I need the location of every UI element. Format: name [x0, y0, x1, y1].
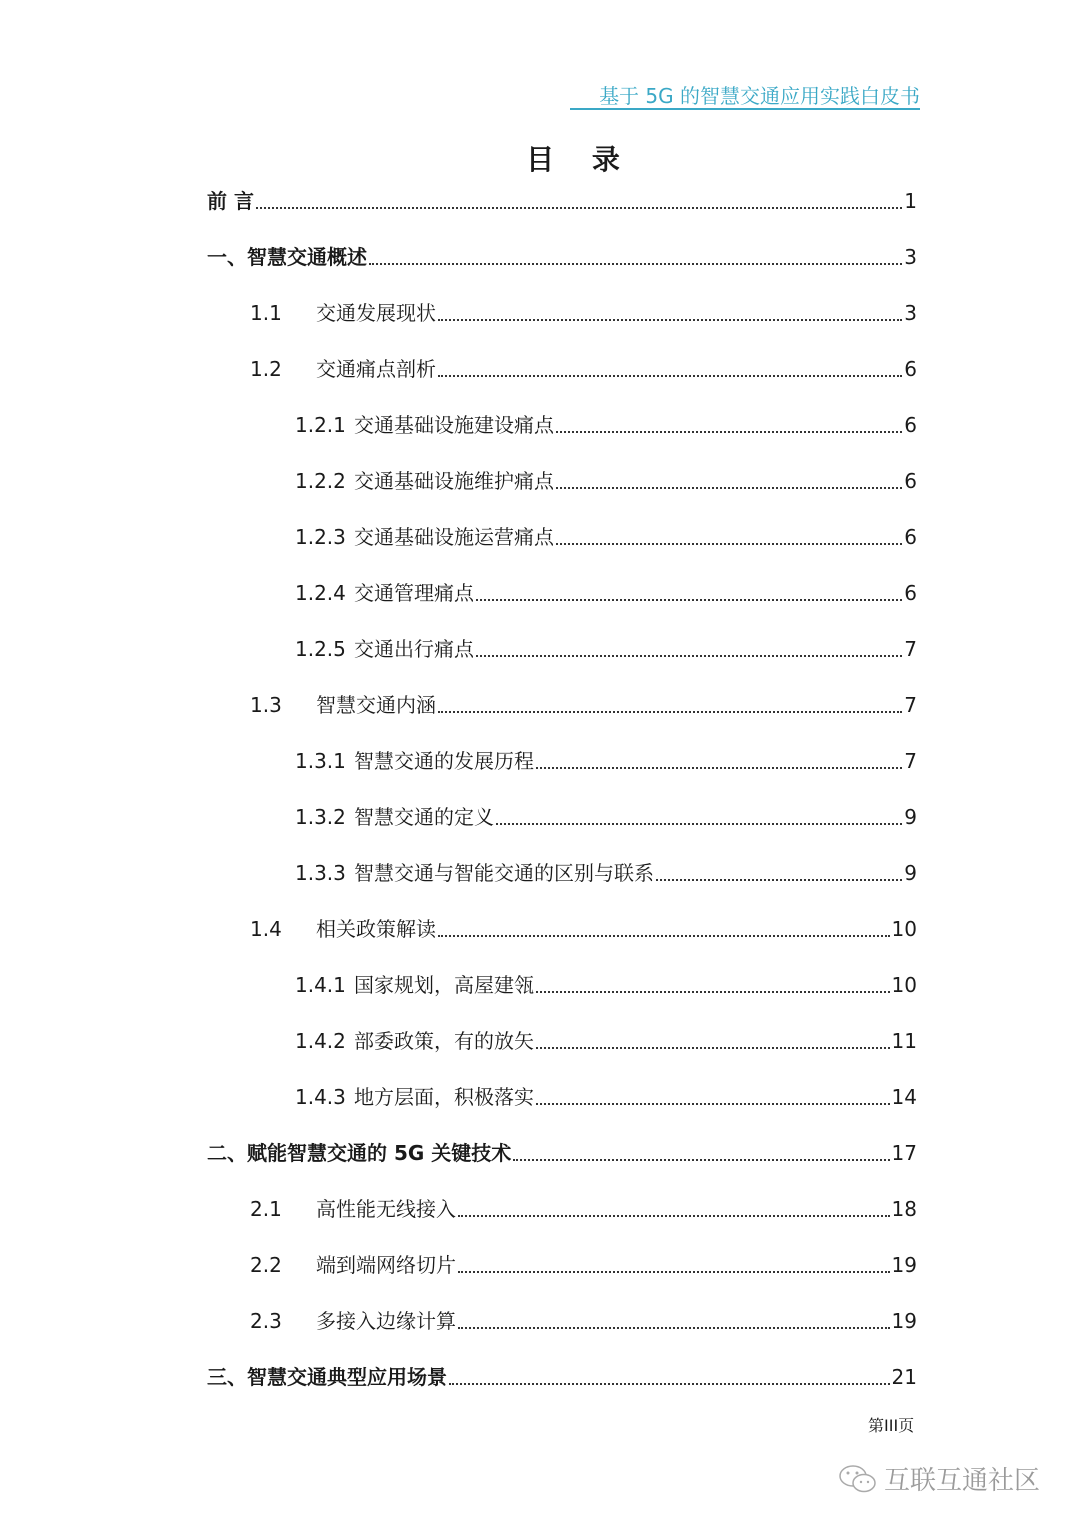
toc-entry-number: 1.3.3 [295, 861, 346, 885]
dot-leader [556, 431, 902, 433]
header-divider [570, 108, 920, 110]
toc-entry[interactable] [207, 912, 917, 942]
dot-leader [536, 1047, 890, 1049]
toc-entry-page: 17 [891, 1141, 917, 1165]
toc-entry-page: 9 [904, 861, 917, 885]
toc-entry-page: 7 [904, 749, 917, 773]
toc-entry[interactable] [207, 968, 917, 998]
toc-entry-title: 交通基础设施运营痛点 [354, 525, 554, 549]
toc-entry-title: 三、智慧交通典型应用场景 [207, 1365, 447, 1389]
wechat-icon [838, 1463, 878, 1495]
dot-leader [476, 599, 902, 601]
toc-entry-title: 交通基础设施维护痛点 [354, 469, 554, 493]
toc-entry-number: 2.2 [250, 1253, 282, 1277]
toc-entry-page: 19 [891, 1309, 917, 1333]
dot-leader [438, 935, 890, 937]
toc-entry-page: 1 [904, 189, 917, 213]
toc-entry-number: 1.2 [250, 357, 282, 381]
toc-entry[interactable] [207, 408, 917, 438]
toc-entry-title: 端到端网络切片 [316, 1253, 456, 1277]
toc-entry-number: 1.2.4 [295, 581, 346, 605]
dot-leader [496, 823, 902, 825]
dot-leader [536, 991, 890, 993]
toc-entry-title: 部委政策，有的放矢 [354, 1029, 534, 1053]
toc-entry[interactable] [207, 576, 917, 606]
watermark-text: 互联互通社区 [884, 1466, 1041, 1496]
toc-entry-page: 18 [891, 1197, 917, 1221]
page-number: 第III页 [868, 1416, 915, 1435]
toc-entry-title: 多接入边缘计算 [316, 1309, 456, 1333]
toc-entry-title: 智慧交通内涵 [316, 693, 436, 717]
toc-entry-number: 1.3 [250, 693, 282, 717]
running-header: 基于 5G 的智慧交通应用实践白皮书 [599, 84, 920, 108]
toc-entry-page: 14 [891, 1085, 917, 1109]
toc-entry-title: 二、赋能智慧交通的 5G 关键技术 [207, 1141, 512, 1165]
toc-entry-number: 1.4.1 [295, 973, 346, 997]
dot-leader [513, 1159, 889, 1161]
toc-entry-number: 1.2.3 [295, 525, 346, 549]
toc-entry-page: 6 [904, 469, 917, 493]
toc-entry-page: 6 [904, 413, 917, 437]
toc-entry-page: 6 [904, 581, 917, 605]
dot-leader [458, 1215, 890, 1217]
toc-entry-title: 智慧交通与智能交通的区别与联系 [354, 861, 654, 885]
toc-entry-number: 2.3 [250, 1309, 282, 1333]
toc-entry-title: 交通痛点剖析 [316, 357, 436, 381]
toc-entry[interactable] [207, 520, 917, 550]
toc-entry-title: 交通管理痛点 [354, 581, 474, 605]
dot-leader [536, 1103, 890, 1105]
dot-leader [449, 1383, 890, 1385]
toc-entry-page: 3 [904, 301, 917, 325]
toc-entry-title: 高性能无线接入 [316, 1197, 456, 1221]
toc-entry[interactable] [207, 296, 917, 326]
toc-entry-title: 交通出行痛点 [354, 637, 474, 661]
toc-entry-title: 交通发展现状 [316, 301, 436, 325]
dot-leader [556, 543, 902, 545]
toc-entry-page: 11 [891, 1029, 917, 1053]
toc-entry[interactable] [207, 1136, 917, 1166]
toc-entry[interactable] [207, 1024, 917, 1054]
toc-entry-number: 1.2.1 [295, 413, 346, 437]
toc-entry[interactable] [207, 1192, 917, 1222]
toc-entry-number: 1.3.1 [295, 749, 346, 773]
toc-entry-title: 地方层面，积极落实 [354, 1085, 534, 1109]
toc-entry-number: 1.4.2 [295, 1029, 346, 1053]
toc-entry-title: 相关政策解读 [316, 917, 436, 941]
toc-entry-number: 2.1 [250, 1197, 282, 1221]
toc-entry[interactable] [207, 1360, 917, 1390]
toc-entry[interactable] [207, 464, 917, 494]
dot-leader [536, 767, 902, 769]
toc-entry-number: 1.4 [250, 917, 282, 941]
toc-entry-number: 1.2.2 [295, 469, 346, 493]
toc-title: 目 录 [526, 143, 634, 176]
dot-leader [369, 263, 902, 265]
dot-leader [556, 487, 902, 489]
toc-entry[interactable] [207, 184, 917, 214]
toc-entry[interactable] [207, 1080, 917, 1110]
toc-entry-number: 1.3.2 [295, 805, 346, 829]
watermark [838, 1460, 1040, 1497]
dot-leader [458, 1327, 890, 1329]
toc-entry-number: 1.4.3 [295, 1085, 346, 1109]
toc-entry-page: 7 [904, 693, 917, 717]
toc-entry-page: 6 [904, 357, 917, 381]
toc-entry-title: 前 言 [207, 189, 254, 213]
toc-entry-page: 19 [891, 1253, 917, 1277]
toc-entry-page: 6 [904, 525, 917, 549]
toc-entry-title: 交通基础设施建设痛点 [354, 413, 554, 437]
toc-entry[interactable] [207, 1248, 917, 1278]
dot-leader [656, 879, 902, 881]
dot-leader [458, 1271, 890, 1273]
toc-entry-title: 智慧交通的发展历程 [354, 749, 534, 773]
toc-entry-title: 国家规划，高屋建瓴 [354, 973, 534, 997]
toc-entry-page: 21 [891, 1365, 917, 1389]
dot-leader [256, 207, 902, 209]
toc-entry[interactable] [207, 352, 917, 382]
toc-entry-page: 10 [891, 973, 917, 997]
toc-entry-number: 1.2.5 [295, 637, 346, 661]
dot-leader [476, 655, 902, 657]
toc-entry[interactable] [207, 688, 917, 718]
toc-entry-number: 1.1 [250, 301, 282, 325]
toc-entry[interactable] [207, 1304, 917, 1334]
toc-entry-page: 9 [904, 805, 917, 829]
toc-entry[interactable] [207, 856, 917, 886]
dot-leader [438, 375, 902, 377]
toc-entry-title: 智慧交通的定义 [354, 805, 494, 829]
toc-entry-page: 10 [891, 917, 917, 941]
toc-entry[interactable] [207, 632, 917, 662]
toc-entry-page: 7 [904, 637, 917, 661]
dot-leader [438, 319, 902, 321]
toc-entry[interactable] [207, 744, 917, 774]
toc-entry[interactable] [207, 240, 917, 270]
toc-entry-page: 3 [904, 245, 917, 269]
toc-entry[interactable] [207, 800, 917, 830]
toc-entry-title: 一、智慧交通概述 [207, 245, 367, 269]
dot-leader [438, 711, 902, 713]
